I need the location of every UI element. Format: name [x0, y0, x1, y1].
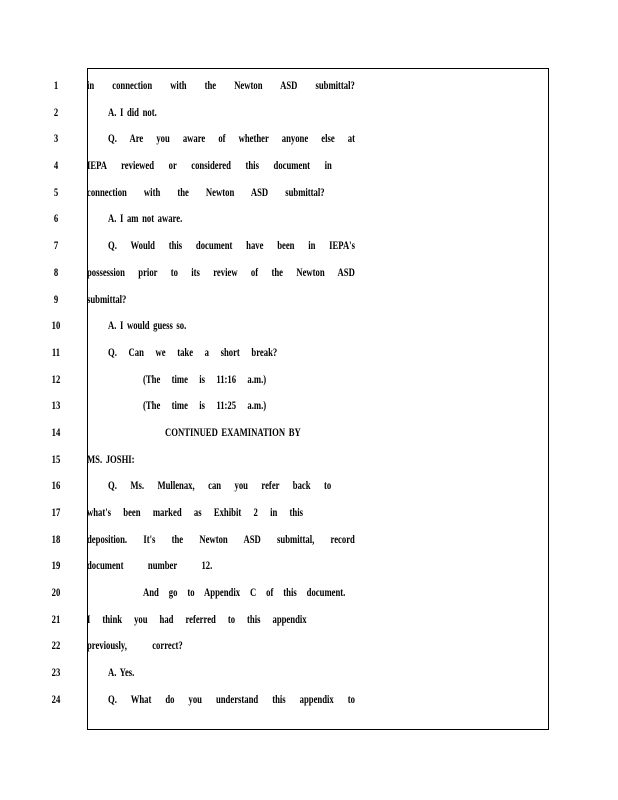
line-text: connection with the Newton ASD submittal? — [87, 184, 325, 199]
line-text: Q. What do you understand this appendix to — [108, 691, 355, 706]
line-text: A. I am not aware. — [108, 211, 183, 226]
transcript-line — [0, 552, 618, 579]
transcript-line — [0, 339, 618, 366]
line-number: 22 — [51, 638, 61, 653]
line-number: 23 — [51, 665, 61, 680]
transcript-line — [0, 99, 618, 126]
transcript-line — [0, 125, 618, 152]
line-number: 4 — [53, 158, 59, 173]
line-text: A. I did not. — [108, 104, 157, 119]
line-number: 2 — [53, 104, 59, 119]
line-number: 7 — [53, 238, 59, 253]
transcript-line — [0, 392, 618, 419]
line-number: 1 — [53, 78, 59, 92]
line-text: IEPA reviewed or considered this document in — [87, 158, 332, 173]
line-text: Q. Are you aware of whether anyone else at — [108, 131, 355, 146]
line-number: 17 — [51, 505, 61, 519]
transcript-line — [0, 152, 618, 179]
line-number: 14 — [51, 424, 61, 439]
transcript-body — [0, 72, 618, 713]
line-text: (The time is 11:25 a.m.) — [143, 398, 267, 413]
transcript-line — [0, 179, 618, 206]
line-text: A. Yes. — [108, 665, 135, 680]
line-text: Q. Would this document have been in IEPA's — [108, 238, 355, 253]
transcript-line — [0, 72, 618, 99]
transcript-line — [0, 659, 618, 686]
transcript-line — [0, 606, 618, 633]
line-number: 21 — [51, 611, 61, 626]
transcript-line — [0, 499, 618, 526]
line-text: MS. JOSHI: — [87, 451, 135, 466]
transcript-line — [0, 579, 618, 606]
line-text: A. I would guess so. — [108, 318, 187, 333]
line-number: 6 — [53, 211, 59, 226]
line-number: 13 — [51, 398, 61, 413]
transcript-line — [0, 446, 618, 473]
line-number: 11 — [51, 344, 61, 359]
line-number: 18 — [51, 531, 61, 546]
line-number: 3 — [53, 131, 59, 146]
transcript-line — [0, 472, 618, 499]
line-text: submittal? — [87, 291, 127, 306]
transcript-line — [0, 259, 618, 286]
line-number: 5 — [53, 184, 59, 199]
line-text: in connection with the Newton ASD submittal? — [87, 78, 355, 92]
line-text: possession prior to its review of the Newton ASD — [87, 264, 355, 279]
line-text: I think you had referred to this appendix — [87, 611, 307, 626]
transcript-line — [0, 632, 618, 659]
line-text: Q. Can we take a short break? — [108, 344, 278, 359]
line-text: (The time is 11:16 a.m.) — [143, 371, 267, 386]
line-number: 10 — [51, 318, 61, 333]
transcript-line — [0, 419, 618, 446]
line-number: 12 — [51, 371, 61, 386]
line-text: previously, correct? — [87, 638, 183, 653]
line-text: what's been marked as Exhibit 2 in this — [87, 505, 303, 519]
line-text: document number 12. — [87, 558, 213, 573]
transcript-line — [0, 366, 618, 393]
line-number: 9 — [53, 291, 59, 306]
transcript-line — [0, 286, 618, 313]
line-number: 8 — [53, 264, 59, 279]
transcript-line — [0, 526, 618, 553]
line-number: 24 — [51, 691, 61, 706]
line-text: deposition. It's the Newton ASD submittal, record — [87, 531, 355, 546]
transcript-line — [0, 205, 618, 232]
line-number: 15 — [51, 451, 61, 466]
line-text: Q. Ms. Mullenax, can you refer back to — [108, 478, 332, 493]
transcript-line — [0, 686, 618, 713]
line-text: And go to Appendix C of this document. — [143, 585, 346, 600]
transcript-line — [0, 312, 618, 339]
line-number: 20 — [51, 585, 61, 600]
line-number: 16 — [51, 478, 61, 493]
line-number: 19 — [51, 558, 61, 573]
transcript-line — [0, 232, 618, 259]
line-text: CONTINUED EXAMINATION BY — [165, 424, 301, 439]
